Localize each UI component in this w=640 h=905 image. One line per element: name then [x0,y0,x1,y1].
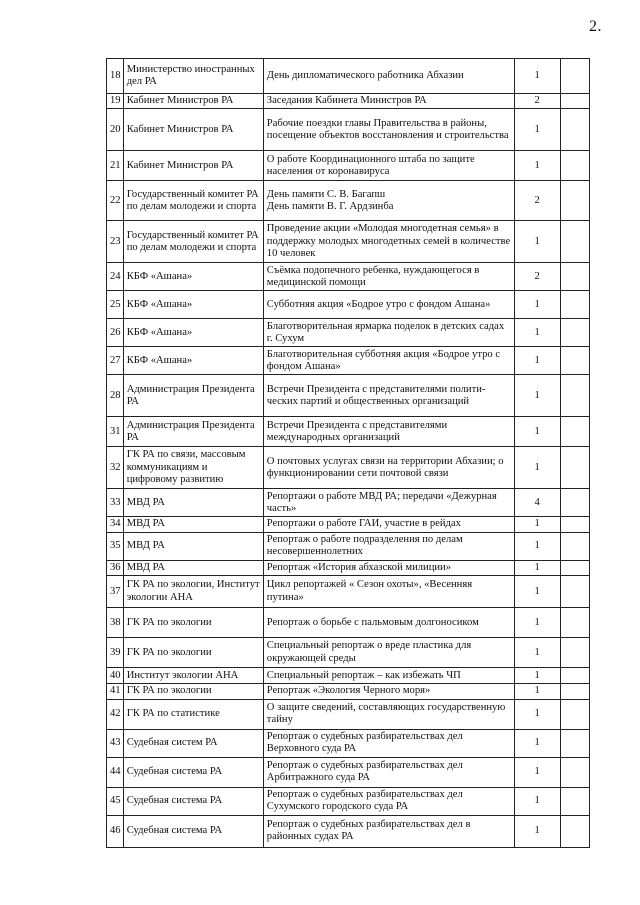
row-organization: ГК РА по экологии [123,638,263,668]
row-number: 27 [107,347,124,375]
table-row [107,787,590,815]
row-extra [560,684,589,699]
row-topic: Встречи Президента с представителями международных организаций [263,417,514,447]
row-count: 1 [514,375,560,417]
row-extra [560,375,589,417]
row-organization: Судебная система РА [123,815,263,847]
row-number: 31 [107,417,124,447]
row-count: 1 [514,447,560,489]
row-topic: О защите сведений, составляющих государственную тайну [263,699,514,729]
row-count: 1 [514,532,560,560]
row-extra [560,94,589,109]
table-row [107,517,590,532]
row-extra [560,699,589,729]
row-count: 1 [514,319,560,347]
row-topic: Репортажи о работе ГАИ, участие в рейдах [263,517,514,532]
table-row [107,94,590,109]
row-count: 1 [514,729,560,757]
row-organization: КБФ «Ашана» [123,291,263,319]
row-organization: Институт экологии АНА [123,668,263,684]
row-extra [560,417,589,447]
row-topic: Встречи Президента с представителями полити-ческих партий и общественных организаций [263,375,514,417]
row-organization: Администрация Президента РА [123,417,263,447]
row-number: 41 [107,684,124,699]
row-organization: Кабинет Министров РА [123,94,263,109]
table-row [107,638,590,668]
row-count: 1 [514,815,560,847]
row-count: 1 [514,59,560,94]
row-organization: МВД РА [123,532,263,560]
row-number: 23 [107,221,124,263]
table-row [107,319,590,347]
row-count: 1 [514,517,560,532]
row-topic: Репортажи о работе МВД РА; передачи «Дежурная часть» [263,489,514,517]
schedule-table [106,58,590,848]
row-organization: МВД РА [123,489,263,517]
row-topic: Благотворительная субботняя акция «Бодрое утро с фондом Ашана» [263,347,514,375]
row-number: 38 [107,608,124,638]
table-row [107,684,590,699]
row-extra [560,263,589,291]
table-row [107,757,590,787]
row-topic: Рабочие поездки главы Правительства в районы, посещение объектов восстановления и строительства [263,109,514,151]
row-extra [560,319,589,347]
table-row [107,815,590,847]
row-number: 32 [107,447,124,489]
row-count: 1 [514,151,560,181]
row-topic: День дипломатического работника Абхазии [263,59,514,94]
row-number: 46 [107,815,124,847]
row-number: 42 [107,699,124,729]
row-number: 44 [107,757,124,787]
row-topic: Специальный репортаж – как избежать ЧП [263,668,514,684]
row-number: 34 [107,517,124,532]
row-number: 25 [107,291,124,319]
table-row [107,729,590,757]
row-topic: Цикл репортажей « Сезон охоты», «Весенняя путина» [263,576,514,608]
row-extra [560,815,589,847]
row-extra [560,517,589,532]
page-number: 2. [589,18,602,35]
row-number: 40 [107,668,124,684]
table-row [107,560,590,575]
row-organization: Кабинет Министров РА [123,151,263,181]
row-organization: ГК РА по экологии, Институт экологии АНА [123,576,263,608]
row-count: 2 [514,263,560,291]
row-organization: Администрация Президента РА [123,375,263,417]
row-number: 21 [107,151,124,181]
row-number: 28 [107,375,124,417]
schedule-table-body [107,59,590,848]
row-count: 1 [514,787,560,815]
row-organization: Государственный комитет РА по делам молодежи и спорта [123,181,263,221]
table-row [107,489,590,517]
row-topic: Репортаж «История абхазской милиции» [263,560,514,575]
table-row [107,347,590,375]
row-extra [560,668,589,684]
row-extra [560,181,589,221]
row-number: 22 [107,181,124,221]
row-organization: МВД РА [123,560,263,575]
row-topic: Репортаж «Экология Черного моря» [263,684,514,699]
table-row [107,699,590,729]
row-topic: О почтовых услугах связи на территории Абхазии; о функционировании сети почтовой связи [263,447,514,489]
row-extra [560,151,589,181]
row-extra [560,59,589,94]
row-organization: КБФ «Ашана» [123,319,263,347]
row-count: 1 [514,757,560,787]
row-count: 1 [514,221,560,263]
table-row [107,291,590,319]
row-organization: ГК РА по статистике [123,699,263,729]
row-extra [560,291,589,319]
row-count: 2 [514,181,560,221]
row-topic: Благотворительная ярмарка поделок в детских садах г. Сухум [263,319,514,347]
row-extra [560,757,589,787]
row-number: 45 [107,787,124,815]
table-row [107,532,590,560]
table-row [107,608,590,638]
row-topic: Заседания Кабинета Министров РА [263,94,514,109]
row-organization: Судебная система РА [123,757,263,787]
row-topic: Специальный репортаж о вреде пластика для окружающей среды [263,638,514,668]
row-organization: Кабинет Министров РА [123,109,263,151]
row-extra [560,109,589,151]
row-topic: Репортаж о судебных разбирательствах дел Сухумского городского суда РА [263,787,514,815]
row-number: 24 [107,263,124,291]
row-organization: ГК РА по экологии [123,684,263,699]
row-topic: Репортаж о работе подразделения по делам несовершеннолетних [263,532,514,560]
row-topic: О работе Координационного штаба по защите населения от коронавируса [263,151,514,181]
row-count: 1 [514,699,560,729]
row-count: 1 [514,576,560,608]
row-number: 26 [107,319,124,347]
row-number: 33 [107,489,124,517]
table-row [107,447,590,489]
table-row [107,668,590,684]
row-extra [560,347,589,375]
row-organization: МВД РА [123,517,263,532]
row-count: 1 [514,417,560,447]
table-row [107,109,590,151]
row-count: 1 [514,291,560,319]
row-count: 1 [514,638,560,668]
table-row [107,375,590,417]
row-extra [560,729,589,757]
row-topic: Репортаж о судебных разбирательствах дел в районных судах РА [263,815,514,847]
row-organization: КБФ «Ашана» [123,263,263,291]
row-organization: ГК РА по экологии [123,608,263,638]
table-row [107,151,590,181]
row-extra [560,489,589,517]
row-number: 35 [107,532,124,560]
row-number: 18 [107,59,124,94]
row-count: 1 [514,684,560,699]
table-row [107,181,590,221]
row-organization: Судебная система РА [123,787,263,815]
row-number: 36 [107,560,124,575]
row-number: 37 [107,576,124,608]
row-extra [560,532,589,560]
row-extra [560,560,589,575]
row-count: 1 [514,668,560,684]
row-number: 43 [107,729,124,757]
row-organization: Судебная систем РА [123,729,263,757]
row-extra [560,221,589,263]
row-topic: Репортаж о борьбе с пальмовым долгоносиком [263,608,514,638]
row-count: 1 [514,347,560,375]
row-topic: Съёмка подопечного ребенка, нуждающегося в медицинской помощи [263,263,514,291]
row-extra [560,608,589,638]
row-organization: Государственный комитет РА по делам молодежи и спорта [123,221,263,263]
row-extra [560,576,589,608]
table-row [107,221,590,263]
row-count: 1 [514,608,560,638]
row-count: 1 [514,560,560,575]
row-topic: День памяти С. В. Багапш День памяти В. Г. Ардзинба [263,181,514,221]
table-row [107,59,590,94]
row-number: 19 [107,94,124,109]
row-count: 4 [514,489,560,517]
row-extra [560,638,589,668]
row-organization: ГК РА по связи, массовым коммуникациям и цифровому развитию [123,447,263,489]
row-organization: КБФ «Ашана» [123,347,263,375]
row-topic: Репортаж о судебных разбирательствах дел Арбитражного суда РА [263,757,514,787]
row-number: 20 [107,109,124,151]
row-topic: Проведение акции «Молодая многодетная семья» в поддержку молодых многодетных семей в количестве 10 человек [263,221,514,263]
row-organization: Министерство иностранных дел РА [123,59,263,94]
row-extra [560,447,589,489]
row-number: 39 [107,638,124,668]
table-row [107,417,590,447]
row-extra [560,787,589,815]
row-count: 1 [514,109,560,151]
row-count: 2 [514,94,560,109]
row-topic: Субботняя акция «Бодрое утро с фондом Ашана» [263,291,514,319]
table-row [107,263,590,291]
table-row [107,576,590,608]
row-topic: Репортаж о судебных разбирательствах дел Верховного суда РА [263,729,514,757]
